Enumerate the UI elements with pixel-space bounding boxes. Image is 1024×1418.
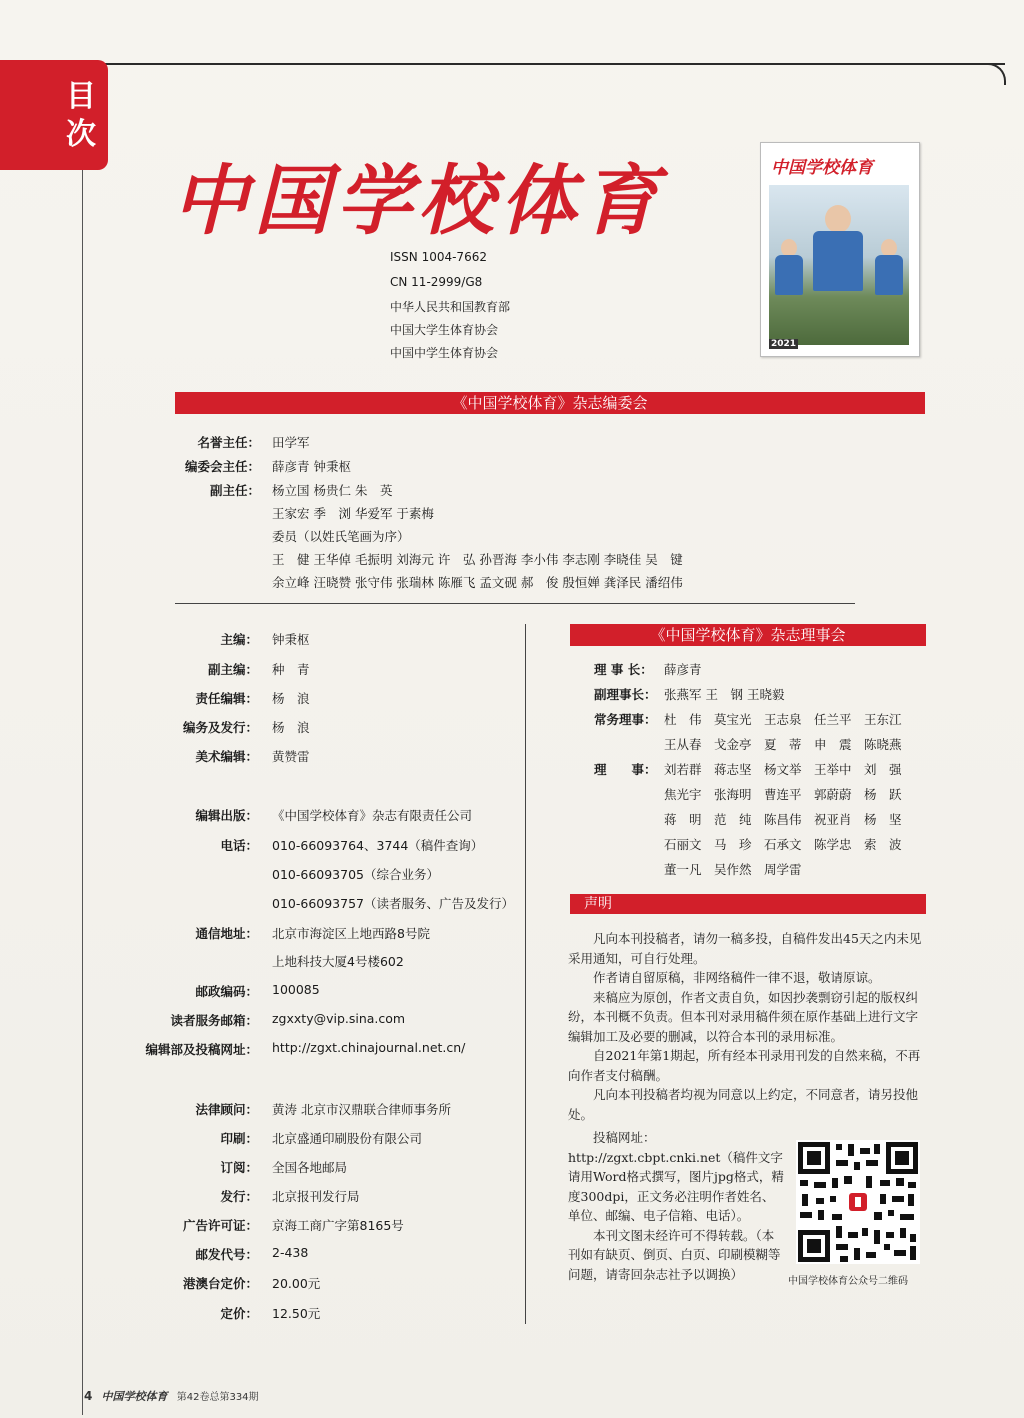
cover-badge: 2021	[771, 339, 797, 349]
footer-magazine: 中国学校体育	[101, 1390, 168, 1403]
pub-value: 中国中学生体育协会	[390, 346, 499, 360]
pub-value: ISSN 1004-7662	[390, 250, 487, 264]
staff-label: 主编：	[220, 632, 258, 647]
board-value: 杨立国 杨贵仁 朱 英	[272, 483, 393, 498]
board-members: 余立峰 汪晓赞 张守伟 张瑞林 陈雁飞 孟文砚 郝 俊 殷恒婵 龚泽民 潘绍伟	[272, 575, 683, 590]
statement-paragraph: 自2021年第1期起，所有经本刊录用刊发的自然来稿，不再向作者支付稿酬。	[568, 1048, 921, 1083]
staff-label: 编务及发行：	[182, 720, 258, 735]
council-value: 石丽文 马 珍 石承文 陈学忠 索 波	[664, 837, 902, 852]
legal-label: 印刷：	[220, 1131, 258, 1146]
legal-label: 邮发代号：	[195, 1247, 258, 1262]
publisher-value: 《中国学校体育》杂志有限责任公司	[272, 808, 473, 823]
statement-paragraph: 凡向本刊投稿者，请勿一稿多投，自稿件发出45天之内未见采用通知，可自行处理。	[568, 931, 922, 966]
legal-value: 北京盛通印刷股份有限公司	[272, 1131, 423, 1146]
legal-label: 订阅：	[220, 1160, 258, 1175]
contents-tab	[0, 60, 108, 170]
tab-char: 次	[66, 117, 96, 152]
staff-value: 种 青	[272, 662, 310, 677]
legal-value: 京海工商广字第8165号	[272, 1218, 404, 1233]
statement-paragraph: 来稿应为原创，作者文责自负，如因抄袭剽窃引起的版权纠纷，本刊概不负责。但本刊对录用稿件须在原作基础上进行文字编辑加工及必要的删减，以符合本刊的录用标准。	[568, 989, 919, 1044]
legal-label: 港澳台定价：	[182, 1276, 258, 1291]
cover-thumbnail	[760, 142, 920, 357]
website-link[interactable]: http://zgxt.chinajournal.net.cn/	[272, 1040, 466, 1055]
contact-label: 邮政编码：	[195, 984, 258, 999]
council-label: 理 事：	[594, 762, 657, 777]
council-value: 王从春 戈金亭 夏 蒂 申 震 陈晓燕	[664, 737, 902, 752]
council-value: 董一凡 吴作然 周学雷	[664, 862, 802, 877]
phone-value: 010-66093757（读者服务、广告及发行）	[272, 896, 514, 911]
legal-value: 2-438	[272, 1245, 309, 1260]
address-value: 北京市海淀区上地西路8号院	[272, 926, 430, 941]
magazine-title: 中国学校体育	[172, 156, 664, 245]
board-value: 薛彦青 钟秉枢	[272, 459, 351, 474]
board-label: 名誉主任：	[197, 435, 260, 450]
council-value: 刘若群 蒋志坚 杨文举 王举中 刘 强	[664, 762, 902, 777]
footer-issue: 第42卷总第334期	[176, 1392, 259, 1403]
legal-value: 北京报刊发行局	[272, 1189, 360, 1204]
legal-value: 20.00元	[272, 1276, 321, 1291]
statement-paragraph: 本刊文图未经许可不得转载。（本刊如有缺页、倒页、白页、印刷模糊等问题，请寄回杂志社予以调换）	[568, 1227, 781, 1282]
council-value: 张燕军 王 钢 王晓毅	[664, 687, 785, 702]
statement-paragraph: 凡向本刊投稿者均视为同意以上约定，不同意者，请另投他处。	[568, 1087, 919, 1122]
column-divider	[525, 624, 526, 1324]
staff-value: 杨 浪	[272, 720, 310, 735]
contact-label: 电话：	[220, 838, 258, 853]
pub-value: CN 11-2999/G8	[390, 275, 483, 289]
statement-paragraph: 投稿网址：http://zgxt.cbpt.cnki.net（稿件文字请用Word格式撰写，图片jpg格式，精度300dpi，正文务必注明作者姓名、单位、邮编、电子信箱、电话）。	[568, 1130, 784, 1223]
phone-value: 010-66093705（综合业务）	[272, 867, 439, 882]
board-label: 编委会主任：	[184, 459, 260, 474]
left-rule	[82, 65, 83, 1415]
council-banner: 《中国学校体育》杂志理事会	[570, 624, 926, 646]
board-value: 王家宏 季 浏 华爱军 于素梅	[272, 506, 434, 521]
page-footer	[84, 1388, 259, 1404]
editorial-board-banner: 《中国学校体育》杂志编委会	[175, 392, 925, 414]
statement-paragraph: 作者请自留原稿，非网络稿件一律不退，敬请原谅。	[593, 970, 881, 985]
qr-code[interactable]	[796, 1140, 920, 1264]
staff-value: 钟秉枢	[272, 632, 310, 647]
contact-label: 编辑部及投稿网址：	[145, 1042, 258, 1057]
council-value: 蒋 明 范 纯 陈昌伟 祝亚肖 杨 坚	[664, 812, 902, 827]
contact-label: 读者服务邮箱：	[170, 1013, 258, 1028]
pub-value: 中华人民共和国教育部	[390, 300, 511, 314]
board-members-heading: 委员（以姓氏笔画为序）	[272, 529, 410, 544]
cover-photo	[769, 185, 909, 345]
email-link[interactable]: zgxxty@vip.sina.com	[272, 1011, 406, 1026]
statement-text-continued	[568, 1128, 786, 1284]
legal-value: 全国各地邮局	[272, 1160, 348, 1175]
page-number: 4	[84, 1389, 93, 1403]
legal-value: 黄涛 北京市汉鼎联合律师事务所	[272, 1102, 451, 1117]
legal-label: 发行：	[220, 1189, 258, 1204]
legal-label: 法律顾问：	[195, 1102, 258, 1117]
contact-label: 编辑出版：	[195, 808, 258, 823]
contact-label: 通信地址：	[195, 926, 258, 941]
council-value: 杜 伟 莫宝光 王志泉 任兰平 王东江	[664, 712, 902, 727]
legal-value: 12.50元	[272, 1306, 321, 1321]
council-label: 常务理事：	[594, 712, 657, 727]
staff-value: 杨 浪	[272, 691, 310, 706]
staff-label: 副主编：	[207, 662, 258, 677]
board-label: 副主任：	[209, 483, 260, 498]
phone-value: 010-66093764、3744（稿件查询）	[272, 838, 484, 853]
statement-banner: 声明	[570, 894, 926, 914]
council-label: 理 事 长：	[594, 662, 653, 677]
section-divider	[175, 603, 855, 604]
staff-label: 美术编辑：	[195, 749, 258, 764]
postcode-value: 100085	[272, 982, 320, 997]
legal-label: 广告许可证：	[182, 1218, 258, 1233]
council-label: 副理事长：	[594, 687, 657, 702]
cover-title: 中国学校体育	[771, 158, 873, 178]
legal-label: 定价：	[220, 1306, 258, 1321]
staff-value: 黄赞雷	[272, 749, 310, 764]
board-value: 田学军	[272, 435, 310, 450]
top-rule	[95, 63, 1005, 65]
tab-char: 目	[66, 79, 96, 114]
council-value: 焦光宇 张海明 曹连平 郭蔚蔚 杨 跃	[664, 787, 902, 802]
pub-value: 中国大学生体育协会	[390, 323, 499, 337]
board-members: 王 健 王华倬 毛振明 刘海元 许 弘 孙晋海 李小伟 李志刚 李晓佳 吴 键	[272, 552, 683, 567]
address-value: 上地科技大厦4号楼602	[272, 954, 404, 969]
council-value: 薛彦青	[664, 662, 702, 677]
statement-text	[568, 929, 928, 1124]
staff-label: 责任编辑：	[195, 691, 258, 706]
qr-caption: 中国学校体育公众号二维码	[788, 1276, 908, 1287]
